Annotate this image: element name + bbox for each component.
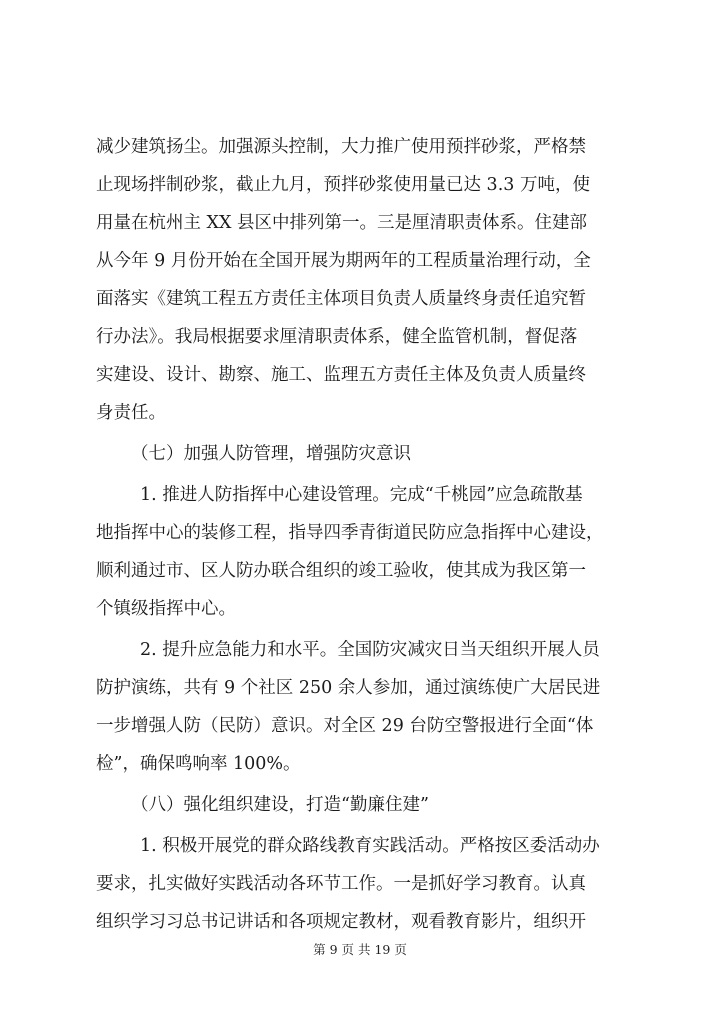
paragraph-line: 面落实《建筑工程五方责任主体项目负责人质量终身责任追究暂	[96, 289, 586, 309]
section-heading: （七）加强人防管理，增强防灾意识	[131, 444, 411, 464]
paragraph-line: 止现场拌制砂浆，截止九月，预拌砂浆使用量已达 3.3 万吨，使	[96, 175, 590, 195]
paragraph-line: 行办法》。我局根据要求厘清职责体系，健全监管机制，督促落	[96, 327, 578, 347]
paragraph-line: 实建设、设计、勘察、施工、监理五方责任主体及负责人质量终	[96, 365, 586, 385]
paragraph-line: 2. 提升应急能力和水平。全国防灾减灾日当天组织开展人员	[140, 640, 600, 660]
paragraph-line: 1. 推进人防指挥中心建设管理。完成“千桃园”应急疏散基	[140, 485, 583, 505]
paragraph-line: 防护演练，共有 9 个社区 250 余人参加，通过演练使广大居民进	[96, 678, 601, 698]
paragraph-line: 一步增强人防（民防）意识。对全区 29 台防空警报进行全面“体	[96, 716, 594, 736]
paragraph-line: 从今年 9 月份开始在全国开展为期两年的工程质量治理行动，全	[96, 251, 591, 271]
paragraph-line: 1. 积极开展党的群众路线教育实践活动。严格按区委活动办	[140, 836, 600, 856]
paragraph-line: 身责任。	[96, 403, 166, 423]
paragraph-line: 要求，扎实做好实践活动各环节工作。一是抓好学习教育。认真	[96, 874, 586, 894]
paragraph-line: 用量在杭州主 XX 县区中排列第一。三是厘清职责体系。住建部	[96, 213, 588, 233]
section-heading: （八）强化组织建设，打造“勤廉住建”	[131, 795, 429, 815]
paragraph-line: 顺利通过市、区人防办联合组织的竣工验收，使其成为我区第一	[96, 561, 586, 581]
paragraph-line: 地指挥中心的装修工程，指导四季青街道民防应急指挥中心建设，	[96, 523, 604, 543]
paragraph-line: 组织学习习总书记讲话和各项规定教材，观看教育影片，组织开	[96, 912, 586, 932]
paragraph-line: 检”，确保鸣响率 100%。	[96, 754, 301, 774]
document-body	[96, 128, 636, 941]
paragraph-line: 个镇级指挥中心。	[96, 599, 236, 619]
paragraph-line: 减少建筑扬尘。加强源头控制，大力推广使用预拌砂浆，严格禁	[96, 137, 586, 157]
page-footer: 第 9 页 共 19 页	[313, 942, 407, 957]
